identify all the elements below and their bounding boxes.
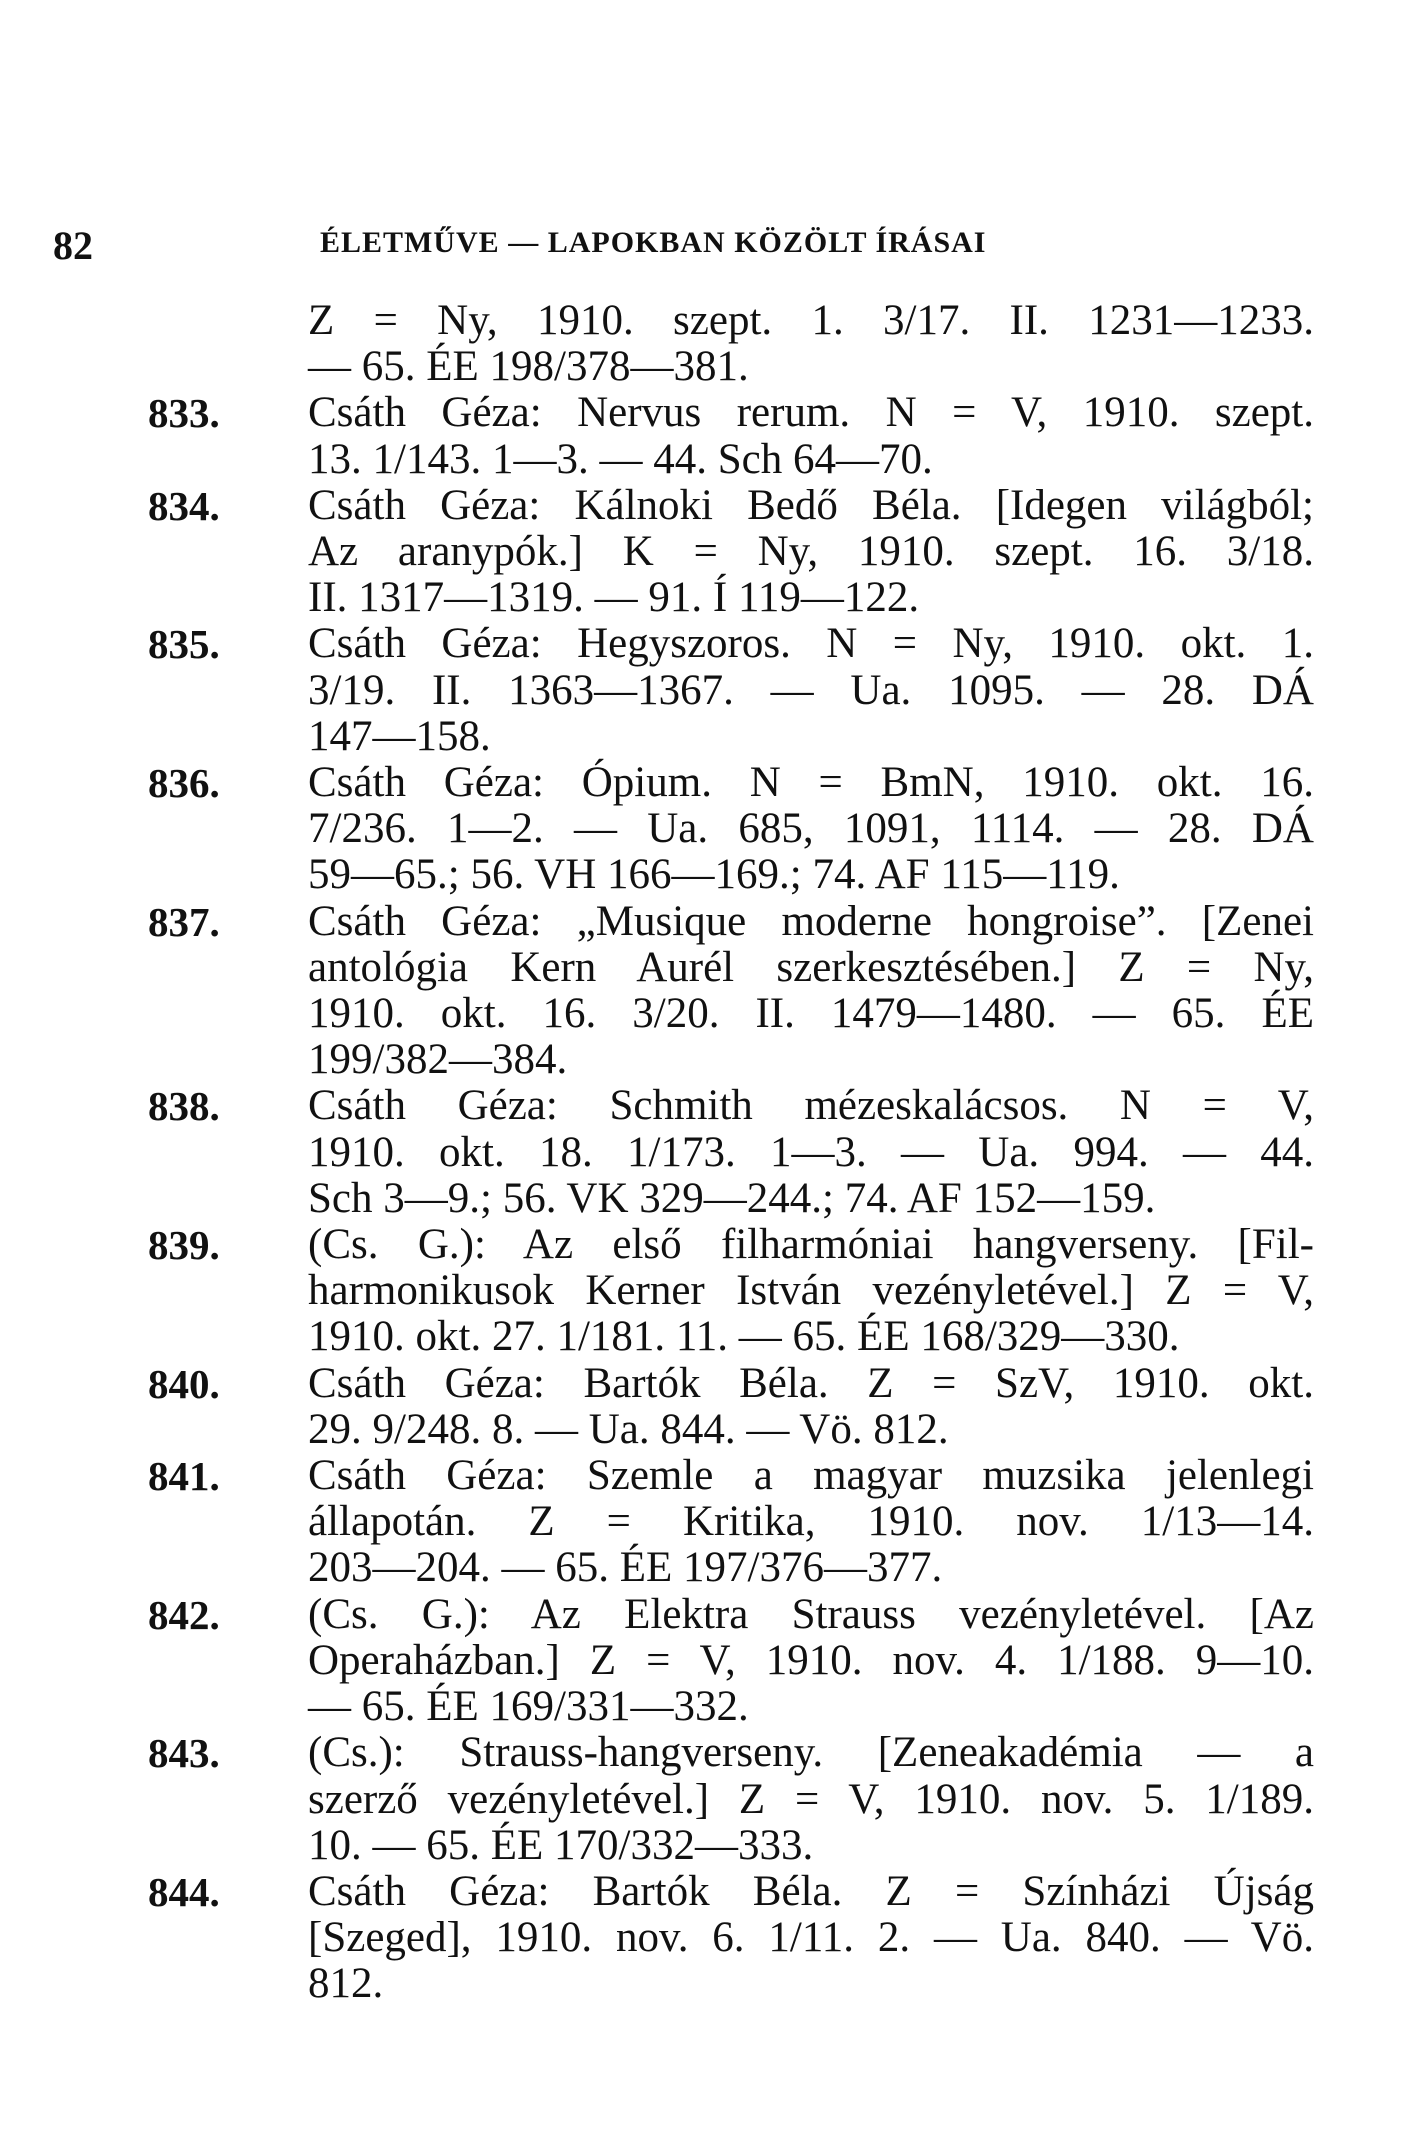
entry-text — [308, 1361, 1314, 1453]
entry-line: 1910. okt. 18. 1/173. 1—3. — Ua. 994. — 44. — [308, 1128, 1314, 1176]
bibliography-entry — [0, 1869, 1426, 2008]
bibliography-entry — [0, 390, 1426, 482]
entry-line: állapotán. Z = Kritika, 1910. nov. 1/13—14. — [308, 1498, 1314, 1546]
entry-line: Z = Ny, 1910. szept. 1. 3/17. II. 1231—1233. — [308, 297, 1314, 344]
entry-line: Csáth Géza: Schmith mézeskalácsos. N = V, — [308, 1082, 1314, 1130]
entry-number: 835. — [148, 621, 220, 668]
entry-number: 839. — [148, 1222, 220, 1269]
entry-number: 837. — [148, 898, 220, 945]
entry-number: 836. — [148, 760, 220, 807]
entry-line: 203—204. — 65. ÉE 197/376—377. — [308, 1544, 943, 1592]
entry-line: Csáth Géza: Hegyszoros. N = Ny, 1910. okt. 1. — [308, 620, 1314, 668]
entry-number: 843. — [148, 1730, 220, 1777]
entry-number: 833. — [148, 390, 220, 437]
entry-line: [Szeged], 1910. nov. 6. 1/11. 2. — Ua. 840. — Vö. — [308, 1914, 1314, 1962]
entry-text — [308, 1592, 1314, 1731]
entry-line: 29. 9/248. 8. — Ua. 844. — Vö. 812. — [308, 1405, 949, 1453]
bibliography-entry — [0, 1730, 1426, 1869]
entry-line: (Cs.): Strauss-hangverseny. [Zeneakadémia — a — [308, 1729, 1314, 1777]
bibliography-entry — [0, 1453, 1426, 1592]
entry-line: Csáth Géza: Kálnoki Bedő Béla. [Idegen világból; — [308, 481, 1314, 529]
entry-line: 59—65.; 56. VH 166—169.; 74. AF 115—119. — [308, 851, 1120, 899]
entry-line: Csáth Géza: Ópium. N = BmN, 1910. okt. 16. — [308, 759, 1314, 807]
entry-line: harmonikusok Kerner István vezényletével.] Z = V, — [308, 1267, 1314, 1315]
page-number: 82 — [53, 223, 93, 268]
entry-line: 10. — 65. ÉE 170/332—333. — [308, 1821, 814, 1869]
entry-line: antológia Kern Aurél szerkesztésében.] Z = Ny, — [308, 943, 1314, 991]
entry-line: — 65. ÉE 198/378—381. — [308, 343, 749, 391]
entry-line: Csáth Géza: Bartók Béla. Z = Színházi Újság — [308, 1867, 1314, 1915]
entry-line: 7/236. 1—2. — Ua. 685, 1091, 1114. — 28. DÁ — [308, 805, 1314, 853]
entry-line: Sch 3—9.; 56. VK 329—244.; 74. AF 152—159. — [308, 1174, 1156, 1222]
entry-number: 844. — [148, 1868, 220, 1915]
bibliography-entry — [0, 298, 1426, 390]
bibliography-list — [0, 298, 1426, 2008]
entry-line: 147—158. — [308, 712, 491, 760]
entry-number: 840. — [148, 1360, 220, 1407]
bibliography-entry — [0, 899, 1426, 1084]
bibliography-entry — [0, 1083, 1426, 1222]
entry-line: II. 1317—1319. — 91. Í 119—122. — [308, 574, 920, 622]
entry-line: 1910. okt. 16. 3/20. II. 1479—1480. — 65. ÉE — [308, 990, 1314, 1038]
entry-text — [308, 760, 1314, 899]
entry-line: Csáth Géza: Nervus rerum. N = V, 1910. szept. — [308, 389, 1314, 437]
entry-text — [308, 298, 1314, 390]
entry-text — [308, 390, 1314, 482]
entry-line: — 65. ÉE 169/331—332. — [308, 1683, 749, 1731]
bibliography-entry — [0, 1592, 1426, 1731]
entry-line: 199/382—384. — [308, 1036, 568, 1084]
entry-text — [308, 899, 1314, 1084]
entry-line: Csáth Géza: Bartók Béla. Z = SzV, 1910. okt. — [308, 1359, 1314, 1407]
entry-number: 838. — [148, 1083, 220, 1130]
entry-text — [308, 1730, 1314, 1869]
entry-number: 841. — [148, 1453, 220, 1500]
entry-number: 842. — [148, 1591, 220, 1638]
entry-text — [308, 483, 1314, 622]
bibliography-entry — [0, 1361, 1426, 1453]
entry-text — [308, 1453, 1314, 1592]
bibliography-entry — [0, 1222, 1426, 1361]
entry-line: Az aranypók.] K = Ny, 1910. szept. 16. 3/18. — [308, 528, 1314, 576]
bibliography-entry — [0, 483, 1426, 622]
entry-line: (Cs. G.): Az Elektra Strauss vezényletével. [Az — [308, 1590, 1314, 1638]
entry-number: 834. — [148, 482, 220, 529]
entry-line: 1910. okt. 27. 1/181. 11. — 65. ÉE 168/329—330. — [308, 1313, 1180, 1361]
entry-line: 812. — [308, 1960, 384, 2008]
entry-line: Csáth Géza: Szemle a magyar muzsika jelenlegi — [308, 1452, 1314, 1500]
entry-line: 3/19. II. 1363—1367. — Ua. 1095. — 28. DÁ — [308, 666, 1314, 714]
entry-line: Csáth Géza: „Musique moderne hongroise”. [Zenei — [308, 897, 1314, 945]
bibliography-entry — [0, 621, 1426, 760]
bibliography-entry — [0, 760, 1426, 899]
entry-text — [308, 621, 1314, 760]
entry-line: Operaházban.] Z = V, 1910. nov. 4. 1/188. 9—10. — [308, 1636, 1314, 1684]
entry-line: (Cs. G.): Az első filharmóniai hangverseny. [Fil- — [308, 1221, 1314, 1269]
running-title: ÉLETMŰVE — LAPOKBAN KÖZÖLT ÍRÁSAI — [320, 226, 987, 259]
entry-text — [308, 1083, 1314, 1222]
entry-line: 13. 1/143. 1—3. — 44. Sch 64—70. — [308, 435, 933, 483]
entry-text — [308, 1869, 1314, 2008]
entry-line: szerző vezényletével.] Z = V, 1910. nov. 5. 1/189. — [308, 1775, 1314, 1823]
entry-text — [308, 1222, 1314, 1361]
